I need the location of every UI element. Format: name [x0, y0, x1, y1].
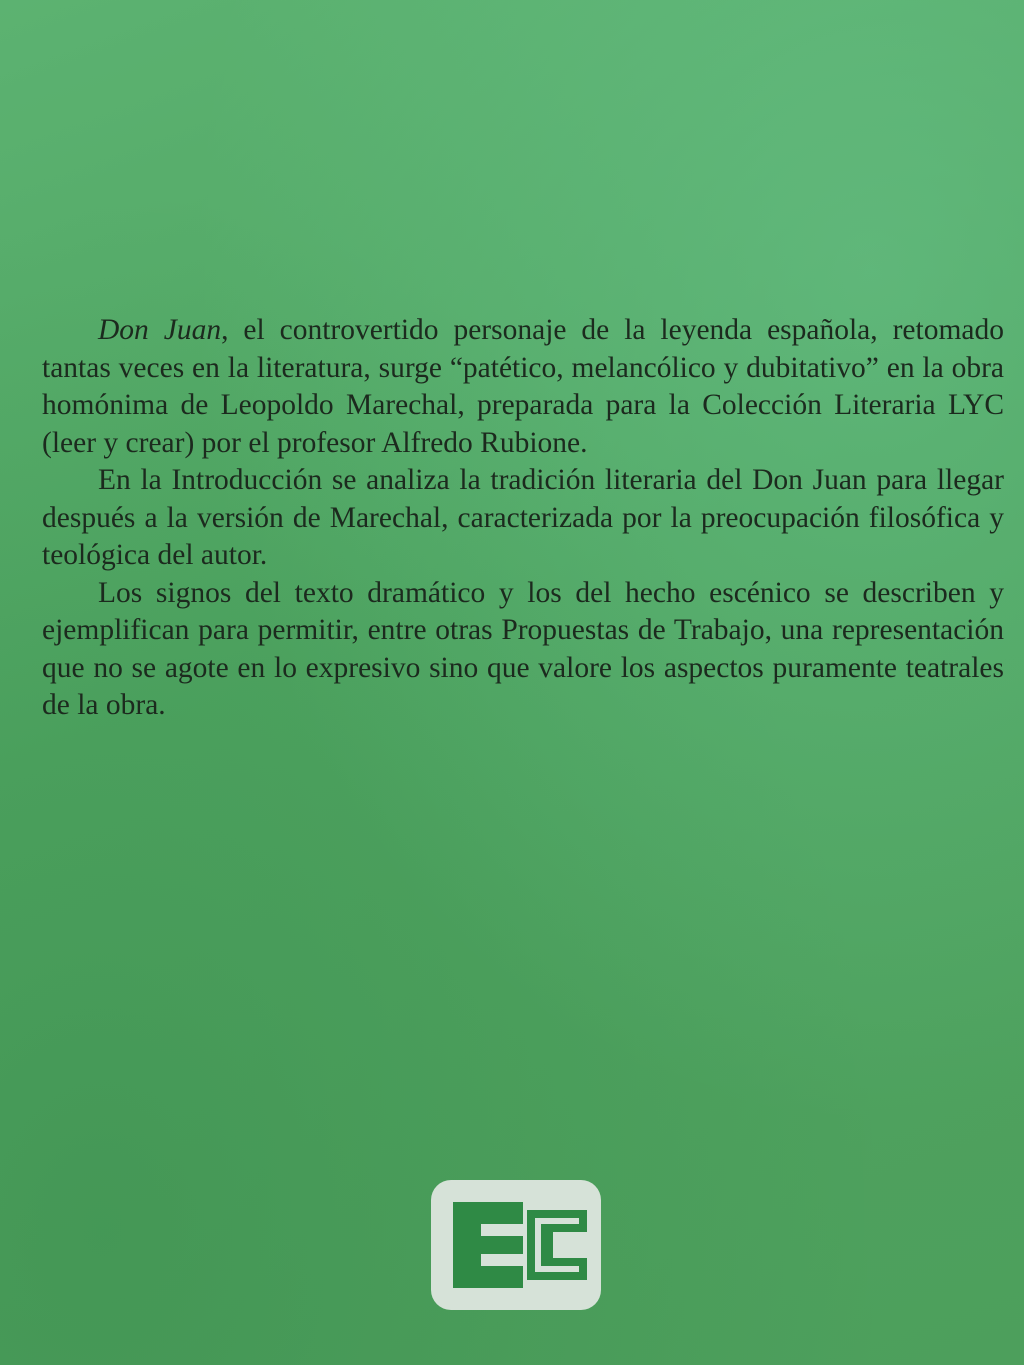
back-cover-blurb	[42, 312, 1004, 725]
logo-letter-e	[453, 1202, 523, 1288]
blurb-paragraph-1	[42, 312, 1004, 462]
publisher-ec-logo-icon	[431, 1180, 601, 1310]
book-title: Don Juan	[98, 314, 222, 346]
blurb-paragraph-1-text: , el controvertido personaje de la leyenda española, retomado tantas veces en la literatura, surge “patético, melancólico y dubitativo” en la obra homónima de Leopoldo Marechal, preparada para la Colección Literaria LYC (leer y crear) por el profesor Alfredo Rubione.	[42, 314, 1004, 459]
blurb-paragraph-3: Los signos del texto dramático y los del hecho escénico se describen y ejemplifican para permitir, entre otras Propuestas de Trabajo, una representación que no se agote en lo expresivo sino que valore los aspectos puramente teatrales de la obra.	[42, 576, 1004, 721]
blurb-paragraph-2: En la Introducción se analiza la tradición literaria del Don Juan para llegar después a la versión de Marechal, caracterizada por la preocupación filosófica y teológica del autor.	[42, 464, 1004, 571]
